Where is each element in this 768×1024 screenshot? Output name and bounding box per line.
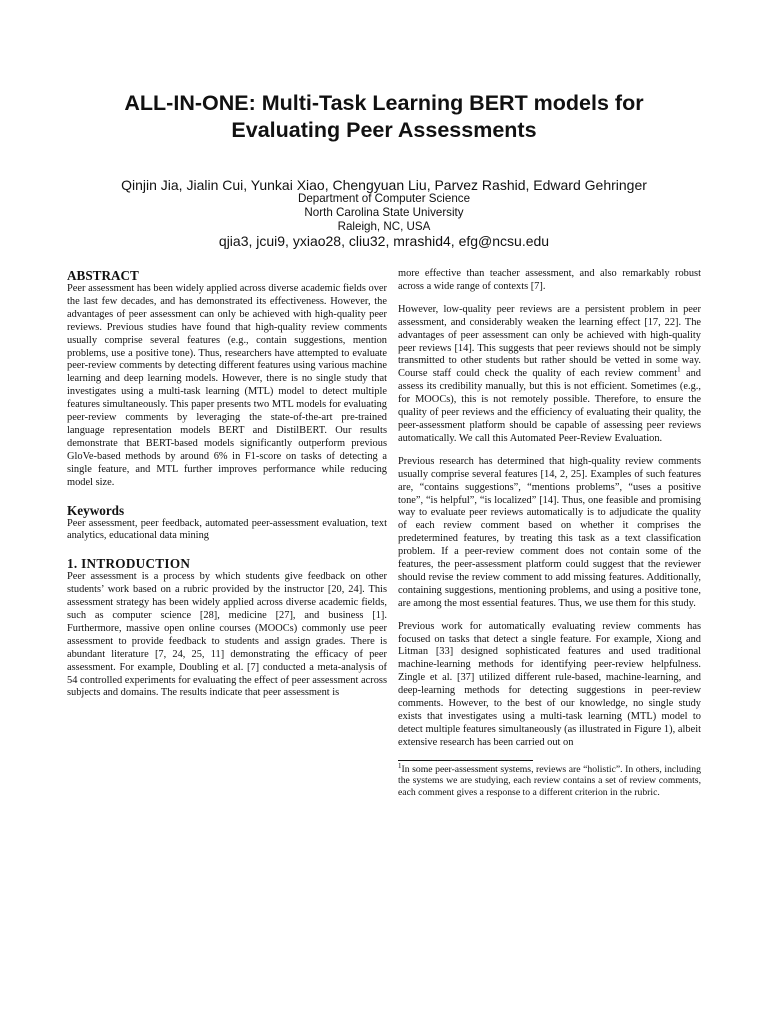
intro-paragraph-1: Peer assessment is a process by which students give feedback on other students’ work based on a rubric provided by the instructor [20, 24]. This assessment strategy has been widely applied across diverse academic fields, such as computer science [28], medicine [27], and business [1]. Furthermore, massive open online courses (MOOCs) commonly use peer assessment to provide feedback to students and assign grades. There is abundant literature [7, 24, 25, 11] demonstrating the efficacy of peer assessment. For example, Doubling et al. [7] conducted a meta-analysis of 54 controlled experiments for evaluating the effect of peer assessment across subjects and domains. The results indicate that peer assessment is	[67, 571, 387, 699]
intro-paragraph-2a: However, low-quality peer reviews are a persistent problem in peer assessment, and considerably weaken the learning effect [17, 22]. The advantages of peer assessment can only be achieved with high-quality peer reviews [14]. This suggests that peer reviews should not be simply transmitted to other students but rather should be vetted in some way. Course staff could check the quality of each review comment	[398, 303, 701, 380]
keywords-text: Peer assessment, peer feedback, automated peer-assessment evaluation, text analytics, educational data mining	[67, 517, 387, 542]
footnote-reference[interactable]: 1	[677, 365, 681, 374]
affiliation-university: North Carolina State University	[304, 206, 464, 219]
affiliation-department: Department of Computer Science	[297, 192, 471, 205]
author-list: Qinjin Jia, Jialin Cui, Yunkai Xiao, Chengyuan Liu, Parvez Rashid, Edward Gehringer	[121, 177, 647, 193]
intro-paragraph-3: Previous research has determined that high-quality review comments usually comprise several features [14, 2, 25]. Examples of such features are, “contains suggestions”, “mentions problems”, “uses a positive tone”, “is helpful”, “is localized” [14]. Thus, one feasible and promising way to evaluate peer reviews automatically is to adjudicate the quality of each review comment based on whether it comprises the predetermined features, by treating this task as a text classification problem. If a peer-review comment does not contain some of the features, the peer-assessment platform could suggest that the reviewer should revise the review comment to add missing features. Additionally, containing suggestions, mentioning problems, and using a positive tone, are among the most essential features. Thus, we use them for this study.	[398, 455, 701, 609]
paper-title	[40, 90, 728, 144]
keywords-heading: Keywords	[67, 502, 125, 518]
author-emails: qjia3, jcui9, yxiao28, cliu32, mrashid4, efg@ncsu.edu	[218, 233, 550, 249]
right-column	[398, 268, 701, 798]
affiliation	[40, 192, 728, 234]
abstract-text: Peer assessment has been widely applied across diverse academic fields over the last few decades, and has demonstrated its effectiveness. However, the advantages of peer assessment can only be achieved with high-quality peer reviews. Previous studies have found that high-quality review comments usually comprise several features (e.g., contain suggestions, mention problems, use a positive tone). Thus, researchers have attempted to evaluate peer-review comments by detecting different features using various machine learning and deep learning models. However, there is no single study that investigates using a multi-task learning (MTL) model to detect multiple features simultaneously. This paper presents two MTL models for evaluating peer-review comments by leveraging the state-of-the-art pre-trained language representation models BERT and DistilBERT. Our results demonstrate that BERT-based models significantly outperform previous GloVe-based methods by around 6% in F1-score on tasks of detecting a single feature, and MTL further improves performance while reducing model size.	[67, 283, 387, 488]
intro-paragraph-1-continued: more effective than teacher assessment, and also remarkably robust across a wide range of contexts [7].	[398, 268, 701, 292]
left-column	[67, 268, 387, 700]
intro-paragraph-2b: and assess its credibility manually, but this is not efficient. Sometimes (e.g., for MOOCs), this is not remotely possible. Therefore, to ensure the quality of peer reviews and the efficiency of evaluating their quality, the peer-assessment platform should be capable of assessing peer reviews automatically. We call this Automated Peer-Review Evaluation.	[398, 368, 702, 444]
footnote-divider	[398, 760, 533, 761]
intro-paragraph-2	[398, 304, 701, 446]
abstract-heading: ABSTRACT	[67, 268, 139, 283]
title-line-2: Evaluating Peer Assessments	[231, 118, 537, 142]
footnote-mark: 1	[398, 761, 402, 770]
footnote-text: In some peer-assessment systems, reviews are “holistic”. In others, including the systems we are studying, each review contains a set of review comments, each comment gives a response to a different criterion in the rubric.	[398, 763, 701, 798]
introduction-heading: 1. INTRODUCTION	[67, 556, 191, 572]
intro-paragraph-4: Previous work for automatically evaluating review comments has focused on tasks that detect a single feature. For example, Xiong and Litman [33] designed sophisticated features and used traditional machine-learning methods for identifying peer-review helpfulness. Zingle et al. [37] utilized different rule-based, machine-learning, and deep-learning methods for detecting suggestions in peer-review comments. However, to the best of our knowledge, no single study exists that investigates using a multi-task learning (MTL) model to detect multiple features simultaneously (as illustrated in Figure 1), albeit extensive research has been carried out on	[398, 620, 701, 748]
footnote	[398, 761, 701, 799]
title-line-1: ALL-IN-ONE: Multi-Task Learning BERT models for	[124, 91, 644, 115]
affiliation-location: Raleigh, NC, USA	[337, 220, 431, 233]
